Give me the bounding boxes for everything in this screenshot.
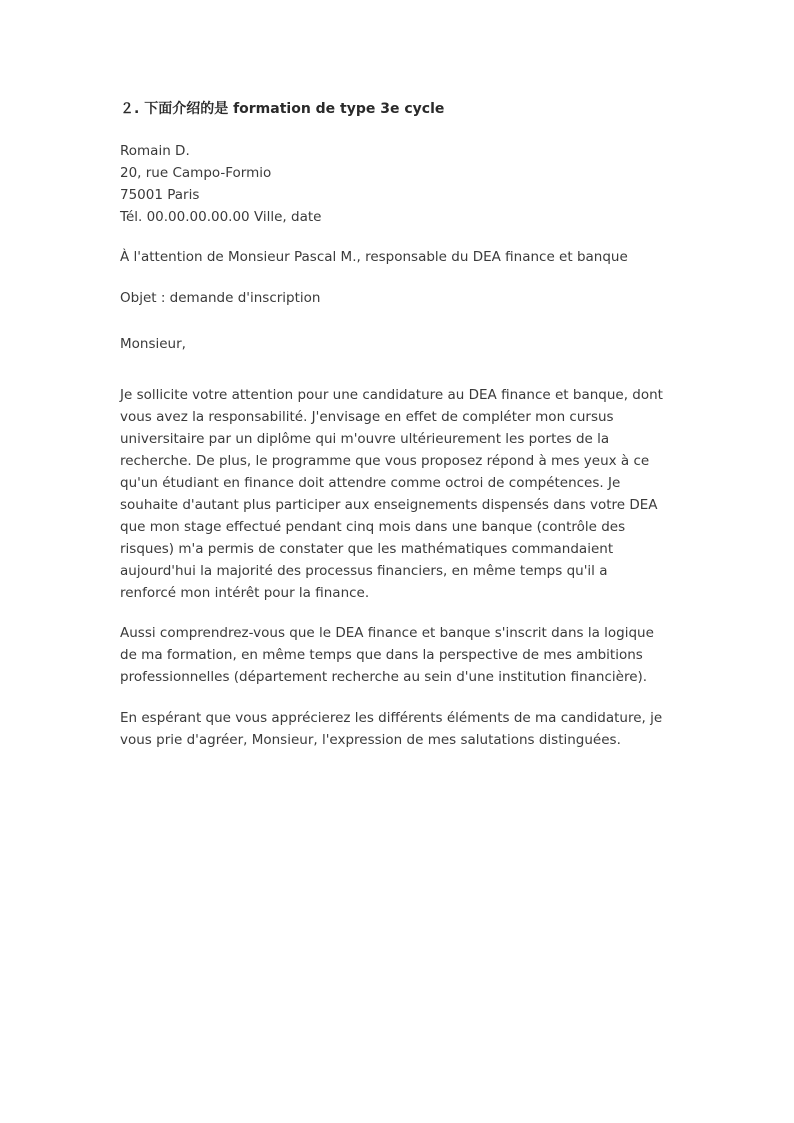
paragraph-line: risques) m'a permis de constater que les mathématiques commandaient xyxy=(120,541,614,557)
body-paragraph-2 xyxy=(120,622,680,688)
paragraph-line: que mon stage effectué pendant cinq mois dans une banque (contrôle des xyxy=(120,519,626,535)
body-paragraph-3 xyxy=(120,707,680,751)
paragraph-line: En espérant que vous apprécierez les différents éléments de ma candidature, je xyxy=(120,710,663,726)
paragraph-line: Aussi comprendrez-vous que le DEA finance et banque s'inscrit dans la logique xyxy=(120,625,654,641)
attention-line: À l'attention de Monsieur Pascal M., responsable du DEA finance et banque xyxy=(120,249,628,265)
sender-phone-date: Tél. 00.00.00.00.00 Ville, date xyxy=(120,209,322,225)
paragraph-line: souhaite d'autant plus participer aux enseignements dispensés dans votre DEA xyxy=(120,497,658,513)
paragraph-line: Je sollicite votre attention pour une candidature au DEA finance et banque, dont xyxy=(120,387,663,403)
paragraph-line: de ma formation, en même temps que dans la perspective de mes ambitions xyxy=(120,647,643,663)
paragraph-line: vous avez la responsabilité. J'envisage en effet de compléter mon cursus xyxy=(120,409,614,425)
subject-line: Objet : demande d'inscription xyxy=(120,290,321,306)
paragraph-line: professionnelles (département recherche au sein d'une institution financière). xyxy=(120,669,648,685)
sender-address-block xyxy=(120,140,321,228)
paragraph-line: qu'un étudiant en finance doit attendre comme octroi de compétences. Je xyxy=(120,475,621,491)
sender-name: Romain D. xyxy=(120,143,190,159)
paragraph-line: recherche. De plus, le programme que vous proposez répond à mes yeux à ce xyxy=(120,453,650,469)
sender-street: 20, rue Campo-Formio xyxy=(120,165,272,181)
paragraph-line: vous prie d'agréer, Monsieur, l'expression de mes salutations distinguées. xyxy=(120,732,621,748)
body-paragraph-1 xyxy=(120,384,680,604)
paragraph-line: universitaire par un diplôme qui m'ouvre ultérieurement les portes de la xyxy=(120,431,610,447)
salutation: Monsieur, xyxy=(120,336,186,352)
sender-city: 75001 Paris xyxy=(120,187,200,203)
section-heading: ２. 下面介绍的是 formation de type 3e cycle xyxy=(120,101,445,117)
paragraph-line: aujourd'hui la majorité des processus financiers, en même temps qu'il a xyxy=(120,563,608,579)
paragraph-line: renforcé mon intérêt pour la finance. xyxy=(120,585,370,601)
